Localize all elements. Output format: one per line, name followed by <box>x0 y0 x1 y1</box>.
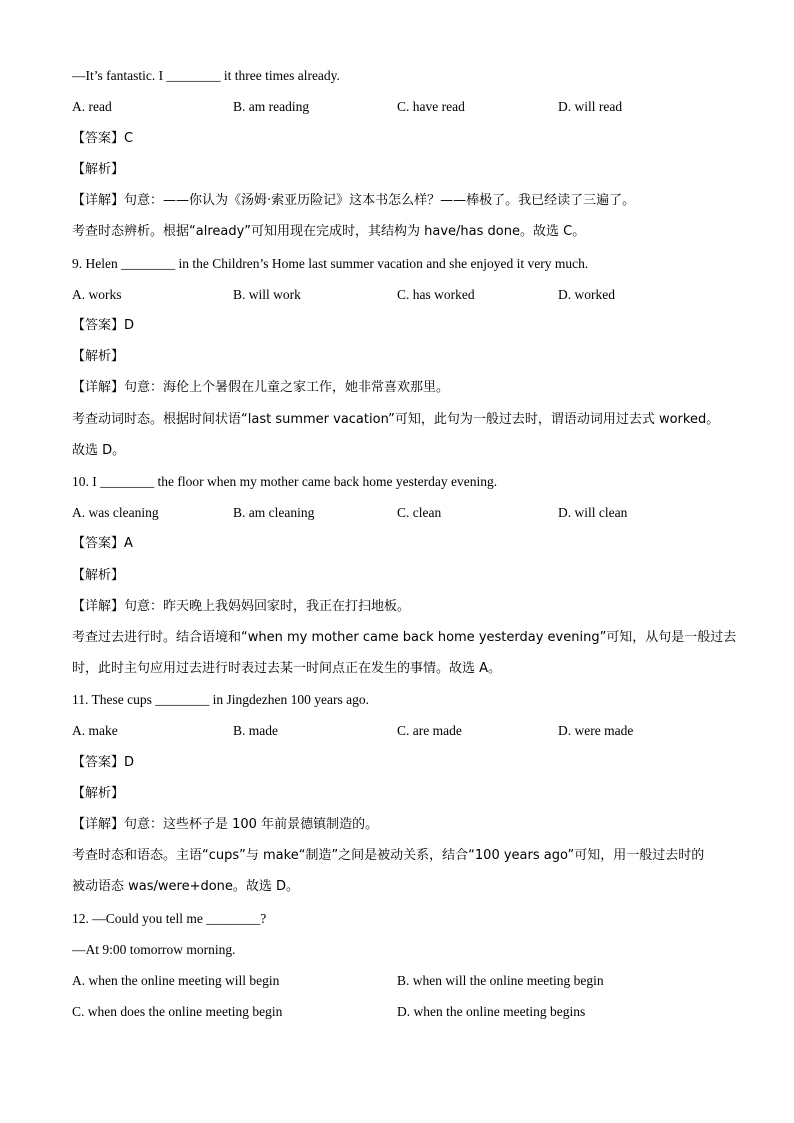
q10-analysis-heading: 【解析】 <box>72 568 125 583</box>
q11-stem: 11. These cups ________ in Jingdezhen 100 years ago. <box>72 692 369 707</box>
q10-option-a: A. was cleaning <box>72 505 159 520</box>
q8-option-b: B. am reading <box>233 99 310 114</box>
q11-detail: 【详解】句意：这些杯子是 100 年前景德镇制造的。 <box>72 817 379 832</box>
q12-option-b: B. when will the online meeting begin <box>397 973 604 988</box>
q10-option-b: B. am cleaning <box>233 505 315 520</box>
q8-explain-line-1: 考查时态辨析。根据“already”可知用现在完成时，其结构为 have/has done。故选 C。 <box>72 224 586 239</box>
q8-option-d: D. will read <box>558 99 623 114</box>
q11-explain-line-1: 考查时态和语态。主语“cups”与 make“制造”之间是被动关系，结合“100 years ago”可知，用一般过去时的 <box>72 848 705 863</box>
q9-option-d: D. worked <box>558 287 615 302</box>
q11-analysis-heading: 【解析】 <box>72 786 125 801</box>
q10-detail: 【详解】句意：昨天晚上我妈妈回家时，我正在打扫地板。 <box>72 599 411 614</box>
q10-explain-line-1: 考查过去进行时。结合语境和“when my mother came back home yesterday evening”可知，从句是一般过去 <box>72 630 737 645</box>
q12-reply: —At 9:00 tomorrow morning. <box>72 942 236 957</box>
q9-option-c: C. has worked <box>397 287 475 302</box>
q11-explain-line-2: 被动语态 was/were+done。故选 D。 <box>72 879 300 894</box>
q9-detail: 【详解】句意：海伦上个暑假在儿童之家工作，她非常喜欢那里。 <box>72 380 450 395</box>
q9-answer: 【答案】D <box>72 318 135 333</box>
q8-answer: 【答案】C <box>72 131 134 146</box>
q12-stem: 12. —Could you tell me ________? <box>72 911 267 926</box>
q8-stem: —It’s fantastic. I ________ it three times already. <box>72 68 340 83</box>
q8-detail: 【详解】句意：——你认为《汤姆·索亚历险记》这本书怎么样？——棒极了。我已经读了三遍了。 <box>72 193 636 208</box>
q11-option-a: A. make <box>72 723 118 738</box>
q8-option-a: A. read <box>72 99 112 114</box>
q10-explain-line-2: 时，此时主句应用过去进行时表过去某一时间点正在发生的事情。故选 A。 <box>72 661 502 676</box>
q11-option-c: C. are made <box>397 723 462 738</box>
q10-option-d: D. will clean <box>558 505 628 520</box>
q9-option-b: B. will work <box>233 287 301 302</box>
q11-option-b: B. made <box>233 723 278 738</box>
q10-stem: 10. I ________ the floor when my mother came back home yesterday evening. <box>72 474 498 489</box>
q11-answer: 【答案】D <box>72 755 135 770</box>
q12-option-c: C. when does the online meeting begin <box>72 1004 283 1019</box>
q9-stem: 9. Helen ________ in the Children’s Home last summer vacation and she enjoyed it very much. <box>72 256 589 271</box>
q9-explain-line-2: 故选 D。 <box>72 443 126 458</box>
q12-option-a: A. when the online meeting will begin <box>72 973 280 988</box>
q9-analysis-heading: 【解析】 <box>72 349 125 364</box>
q9-option-a: A. works <box>72 287 122 302</box>
q8-option-c: C. have read <box>397 99 465 114</box>
q11-option-d: D. were made <box>558 723 634 738</box>
q10-option-c: C. clean <box>397 505 442 520</box>
q12-option-d: D. when the online meeting begins <box>397 1004 586 1019</box>
q8-analysis-heading: 【解析】 <box>72 162 125 177</box>
q9-explain-line-1: 考查动词时态。根据时间状语“last summer vacation”可知，此句为一般过去时，谓语动词用过去式 worked。 <box>72 412 720 427</box>
q10-answer: 【答案】A <box>72 536 133 551</box>
